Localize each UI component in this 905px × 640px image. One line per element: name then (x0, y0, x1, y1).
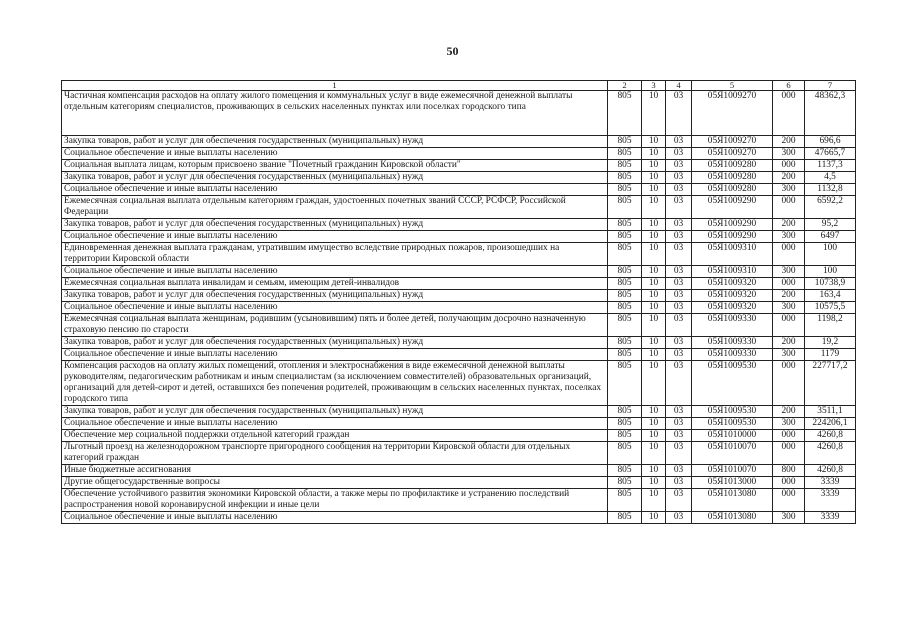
item-name: Социальное обеспечение и иные выплаты населению (62, 349, 608, 361)
code-column-2: 805 (608, 465, 642, 477)
item-name: Закупка товаров, работ и услуг для обеспечения государственных (муниципальных) нужд (62, 172, 608, 184)
table-row (62, 266, 856, 278)
code-column-3: 10 (642, 465, 666, 477)
amount-value: 4260,8 (805, 430, 856, 442)
code-column-2: 805 (608, 136, 642, 148)
table-row (62, 489, 856, 512)
item-name: Закупка товаров, работ и услуг для обеспечения государственных (муниципальных) нужд (62, 290, 608, 302)
code-column-3: 10 (642, 314, 666, 337)
column-header: 1 (62, 81, 608, 91)
column-header: 5 (692, 81, 773, 91)
expense-type-code: 000 (773, 196, 805, 219)
target-article-code: 05Я1009330 (692, 337, 773, 349)
code-column-2: 805 (608, 219, 642, 231)
target-article-code: 05Я1009330 (692, 314, 773, 337)
target-article-code: 05Я1009270 (692, 91, 773, 136)
code-column-3: 10 (642, 160, 666, 172)
target-article-code: 05Я1010070 (692, 465, 773, 477)
table-row (62, 465, 856, 477)
expense-type-code: 000 (773, 477, 805, 489)
code-column-3: 10 (642, 430, 666, 442)
code-column-2: 805 (608, 172, 642, 184)
item-name: Закупка товаров, работ и услуг для обеспечения государственных (муниципальных) нужд (62, 136, 608, 148)
item-name: Компенсация расходов на оплату жилых помещений, отопления и электроснабжения в виде ежемесячной денежной выплаты руководителям, педагогическим работникам и иным специалистам (за исключением совместителей) образовательных организаций, организаций для детей-сирот и детей, оставшихся без попечения родителей, проживающим в сельских населенных пунктах, поселках городского типа (62, 361, 608, 406)
table-row (62, 512, 856, 524)
amount-value: 4260,8 (805, 465, 856, 477)
expense-type-code: 000 (773, 278, 805, 290)
amount-value: 696,6 (805, 136, 856, 148)
amount-value: 1179 (805, 349, 856, 361)
expense-type-code: 300 (773, 302, 805, 314)
target-article-code: 05Я1009320 (692, 278, 773, 290)
item-name: Единовременная денежная выплата гражданам, утратившим имущество вследствие природных пожаров, произошедших на территории Кировской области (62, 243, 608, 266)
code-column-2: 805 (608, 406, 642, 418)
amount-value: 10738,9 (805, 278, 856, 290)
code-column-2: 805 (608, 302, 642, 314)
code-column-4: 03 (666, 314, 692, 337)
target-article-code: 05Я1009280 (692, 160, 773, 172)
expense-type-code: 300 (773, 231, 805, 243)
expense-type-code: 200 (773, 406, 805, 418)
table-row (62, 219, 856, 231)
item-name: Закупка товаров, работ и услуг для обеспечения государственных (муниципальных) нужд (62, 219, 608, 231)
table-row (62, 148, 856, 160)
expense-type-code: 000 (773, 243, 805, 266)
table-row (62, 349, 856, 361)
code-column-2: 805 (608, 184, 642, 196)
amount-value: 3339 (805, 512, 856, 524)
code-column-3: 10 (642, 442, 666, 465)
target-article-code: 05Я1009320 (692, 290, 773, 302)
target-article-code: 05Я1010000 (692, 430, 773, 442)
target-article-code: 05Я1009310 (692, 243, 773, 266)
target-article-code: 05Я1010070 (692, 442, 773, 465)
target-article-code: 05Я1009320 (692, 302, 773, 314)
table-row (62, 91, 856, 136)
expense-type-code: 300 (773, 184, 805, 196)
code-column-4: 03 (666, 172, 692, 184)
code-column-2: 805 (608, 477, 642, 489)
amount-value: 10575,5 (805, 302, 856, 314)
item-name: Социальное обеспечение и иные выплаты населению (62, 231, 608, 243)
amount-value: 48362,3 (805, 91, 856, 136)
item-name: Ежемесячная социальная выплата инвалидам и семьям, имеющим детей-инвалидов (62, 278, 608, 290)
code-column-4: 03 (666, 302, 692, 314)
code-column-4: 03 (666, 231, 692, 243)
code-column-4: 03 (666, 489, 692, 512)
item-name: Обеспечение устойчивого развития экономики Кировской области, а также меры по профилактике и устранению последствий распространения новой коронавирусной инфекции и иные цели (62, 489, 608, 512)
amount-value: 3511,1 (805, 406, 856, 418)
target-article-code: 05Я1013000 (692, 477, 773, 489)
code-column-2: 805 (608, 148, 642, 160)
table-row (62, 290, 856, 302)
table-row (62, 477, 856, 489)
code-column-2: 805 (608, 337, 642, 349)
code-column-2: 805 (608, 512, 642, 524)
code-column-3: 10 (642, 278, 666, 290)
code-column-2: 805 (608, 418, 642, 430)
item-name: Льготный проезд на железнодорожном транспорте пригородного сообщения на территории Кировской области для отдельных категорий граждан (62, 442, 608, 465)
expense-type-code: 300 (773, 266, 805, 278)
code-column-2: 805 (608, 349, 642, 361)
code-column-3: 10 (642, 243, 666, 266)
code-column-4: 03 (666, 278, 692, 290)
code-column-3: 10 (642, 489, 666, 512)
expense-type-code: 300 (773, 148, 805, 160)
target-article-code: 05Я1009290 (692, 219, 773, 231)
code-column-4: 03 (666, 196, 692, 219)
expense-type-code: 000 (773, 160, 805, 172)
code-column-4: 03 (666, 430, 692, 442)
expense-type-code: 300 (773, 512, 805, 524)
expense-type-code: 200 (773, 219, 805, 231)
table-row (62, 196, 856, 219)
column-header: 3 (642, 81, 666, 91)
expense-type-code: 200 (773, 290, 805, 302)
target-article-code: 05Я1009330 (692, 349, 773, 361)
item-name: Ежемесячная социальная выплата отдельным категориям граждан, удостоенных почетных званий СССР, РСФСР, Российской Федерации (62, 196, 608, 219)
code-column-2: 805 (608, 361, 642, 406)
code-column-4: 03 (666, 337, 692, 349)
code-column-3: 10 (642, 148, 666, 160)
amount-value: 95,2 (805, 219, 856, 231)
code-column-4: 03 (666, 184, 692, 196)
amount-value: 47665,7 (805, 148, 856, 160)
code-column-3: 10 (642, 172, 666, 184)
column-header: 4 (666, 81, 692, 91)
code-column-3: 10 (642, 266, 666, 278)
code-column-4: 03 (666, 136, 692, 148)
item-name: Социальное обеспечение и иные выплаты населению (62, 418, 608, 430)
table-row (62, 430, 856, 442)
code-column-3: 10 (642, 512, 666, 524)
code-column-2: 805 (608, 442, 642, 465)
table-row (62, 231, 856, 243)
code-column-3: 10 (642, 196, 666, 219)
code-column-4: 03 (666, 406, 692, 418)
column-header: 6 (773, 81, 805, 91)
code-column-3: 10 (642, 477, 666, 489)
table-row (62, 337, 856, 349)
table-row (62, 314, 856, 337)
code-column-2: 805 (608, 91, 642, 136)
expense-type-code: 000 (773, 314, 805, 337)
amount-value: 19,2 (805, 337, 856, 349)
amount-value: 1132,8 (805, 184, 856, 196)
item-name: Ежемесячная социальная выплата женщинам, родившим (усыновившим) пять и более детей, получающим досрочно назначенную страховую пенсию по старости (62, 314, 608, 337)
amount-value: 4,5 (805, 172, 856, 184)
expense-type-code: 000 (773, 361, 805, 406)
table-row (62, 278, 856, 290)
code-column-2: 805 (608, 160, 642, 172)
budget-table (61, 80, 856, 524)
target-article-code: 05Я1009310 (692, 266, 773, 278)
target-article-code: 05Я1009270 (692, 136, 773, 148)
code-column-4: 03 (666, 290, 692, 302)
amount-value: 1198,2 (805, 314, 856, 337)
target-article-code: 05Я1009270 (692, 148, 773, 160)
code-column-4: 03 (666, 91, 692, 136)
item-name: Социальное обеспечение и иные выплаты населению (62, 266, 608, 278)
table-row (62, 136, 856, 148)
amount-value: 4260,8 (805, 442, 856, 465)
target-article-code: 05Я1013080 (692, 489, 773, 512)
expense-type-code: 200 (773, 337, 805, 349)
expense-type-code: 300 (773, 418, 805, 430)
code-column-4: 03 (666, 349, 692, 361)
code-column-3: 10 (642, 302, 666, 314)
code-column-4: 03 (666, 477, 692, 489)
code-column-2: 805 (608, 430, 642, 442)
target-article-code: 05Я1013080 (692, 512, 773, 524)
expense-type-code: 800 (773, 465, 805, 477)
target-article-code: 05Я1009290 (692, 231, 773, 243)
code-column-2: 805 (608, 196, 642, 219)
code-column-2: 805 (608, 290, 642, 302)
code-column-3: 10 (642, 136, 666, 148)
code-column-4: 03 (666, 442, 692, 465)
target-article-code: 05Я1009530 (692, 361, 773, 406)
code-column-2: 805 (608, 278, 642, 290)
amount-value: 6592,2 (805, 196, 856, 219)
amount-value: 224206,1 (805, 418, 856, 430)
amount-value: 163,4 (805, 290, 856, 302)
code-column-4: 03 (666, 465, 692, 477)
amount-value: 6497 (805, 231, 856, 243)
code-column-4: 03 (666, 160, 692, 172)
code-column-3: 10 (642, 418, 666, 430)
code-column-3: 10 (642, 406, 666, 418)
expense-type-code: 000 (773, 430, 805, 442)
target-article-code: 05Я1009280 (692, 184, 773, 196)
expense-type-code: 200 (773, 136, 805, 148)
amount-value: 100 (805, 266, 856, 278)
column-header: 7 (805, 81, 856, 91)
code-column-3: 10 (642, 231, 666, 243)
item-name: Частичная компенсация расходов на оплату жилого помещения и коммунальных услуг в виде ежемесячной денежной выплаты отдельным категориям специалистов, проживающих в сельских населенных пунктах или поселках городского типа (62, 91, 608, 136)
amount-value: 3339 (805, 477, 856, 489)
target-article-code: 05Я1009280 (692, 172, 773, 184)
page-number: 50 (446, 44, 459, 58)
item-name: Закупка товаров, работ и услуг для обеспечения государственных (муниципальных) нужд (62, 406, 608, 418)
expense-type-code: 000 (773, 91, 805, 136)
code-column-2: 805 (608, 314, 642, 337)
expense-type-code: 300 (773, 349, 805, 361)
code-column-4: 03 (666, 219, 692, 231)
code-column-2: 805 (608, 489, 642, 512)
code-column-4: 03 (666, 243, 692, 266)
code-column-4: 03 (666, 266, 692, 278)
code-column-3: 10 (642, 290, 666, 302)
table-row (62, 302, 856, 314)
expense-type-code: 200 (773, 172, 805, 184)
amount-value: 1137,3 (805, 160, 856, 172)
code-column-3: 10 (642, 361, 666, 406)
item-name: Социальное обеспечение и иные выплаты населению (62, 302, 608, 314)
amount-value: 227717,2 (805, 361, 856, 406)
table-row (62, 243, 856, 266)
item-name: Социальное обеспечение и иные выплаты населению (62, 148, 608, 160)
code-column-3: 10 (642, 349, 666, 361)
target-article-code: 05Я1009530 (692, 406, 773, 418)
item-name: Иные бюджетные ассигнования (62, 465, 608, 477)
column-header: 2 (608, 81, 642, 91)
code-column-4: 03 (666, 418, 692, 430)
amount-value: 3339 (805, 489, 856, 512)
code-column-4: 03 (666, 148, 692, 160)
table-row (62, 172, 856, 184)
item-name: Закупка товаров, работ и услуг для обеспечения государственных (муниципальных) нужд (62, 337, 608, 349)
expense-type-code: 000 (773, 489, 805, 512)
item-name: Социальное обеспечение и иные выплаты населению (62, 512, 608, 524)
code-column-3: 10 (642, 184, 666, 196)
item-name: Социальное обеспечение и иные выплаты населению (62, 184, 608, 196)
code-column-2: 805 (608, 243, 642, 266)
table-row (62, 442, 856, 465)
table-row (62, 160, 856, 172)
code-column-4: 03 (666, 361, 692, 406)
item-name: Другие общегосударственные вопросы (62, 477, 608, 489)
code-column-2: 805 (608, 266, 642, 278)
code-column-2: 805 (608, 231, 642, 243)
table-header-row (62, 81, 856, 91)
item-name: Социальная выплата лицам, которым присвоено звание "Почетный гражданин Кировской области" (62, 160, 608, 172)
code-column-3: 10 (642, 219, 666, 231)
target-article-code: 05Я1009290 (692, 196, 773, 219)
item-name: Обеспечение мер социальной поддержки отдельной категорий граждан (62, 430, 608, 442)
table-row (62, 418, 856, 430)
amount-value: 100 (805, 243, 856, 266)
code-column-3: 10 (642, 337, 666, 349)
code-column-4: 03 (666, 512, 692, 524)
code-column-3: 10 (642, 91, 666, 136)
expense-type-code: 000 (773, 442, 805, 465)
table-row (62, 406, 856, 418)
table-row (62, 184, 856, 196)
table-row (62, 361, 856, 406)
target-article-code: 05Я1009530 (692, 418, 773, 430)
